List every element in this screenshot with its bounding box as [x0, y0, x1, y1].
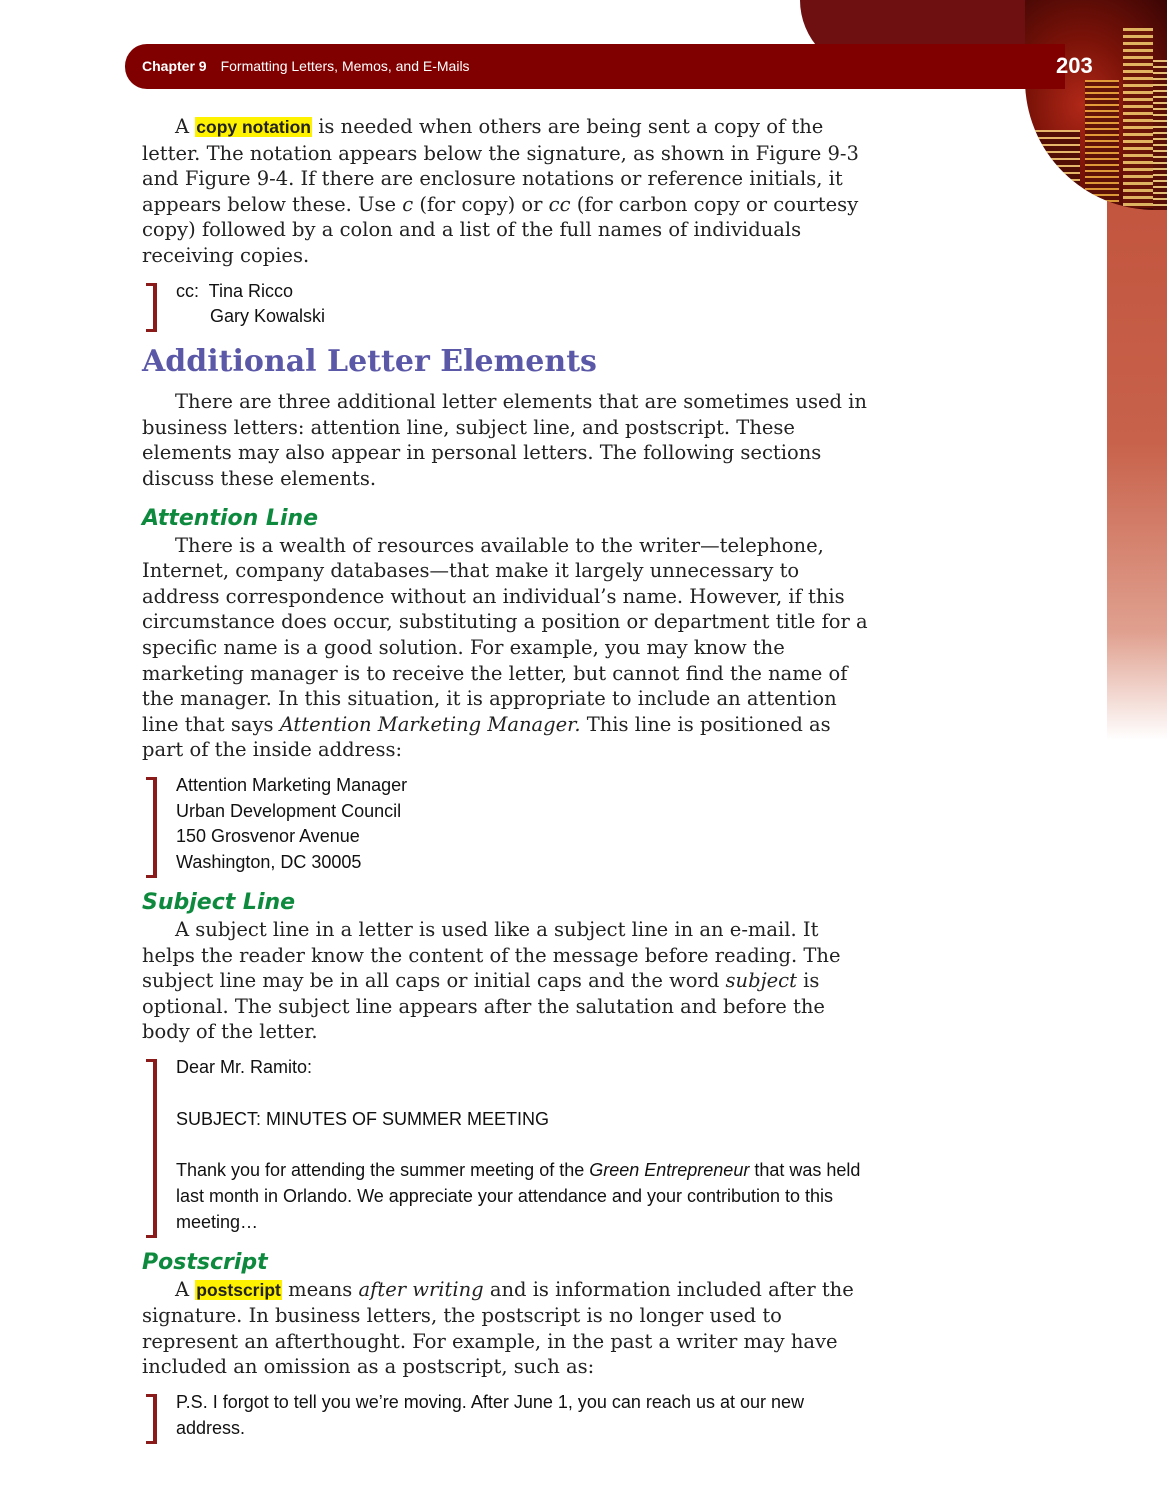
text-run: (for carbon copy or courtesy copy) followed by a colon and a list of the full names of individuals receiving copies.: [142, 192, 859, 267]
salutation-line: Dear Mr. Ramito:: [176, 1057, 313, 1078]
subject-line: SUBJECT: MINUTES OF SUMMER MEETING: [176, 1108, 550, 1129]
page-content: [142, 114, 872, 1442]
ps-text: P.S. I forgot to tell you we’re moving. After June 1, you can reach us at our new address.: [176, 1391, 805, 1438]
postscript-example: [142, 1390, 872, 1442]
postscript-heading: Postscript: [142, 1249, 268, 1275]
chapter-label: Chapter 9: [142, 58, 207, 74]
section-intro: There are three additional letter elements that are sometimes used in business letters: attention line, subject line, and postscript. These elements may also appear in personal letters. The following sections discuss these elements.: [142, 390, 867, 490]
address-line: Washington, DC 30005: [176, 852, 362, 873]
body-text: that was held last month in Orlando. We appreciate your attendance and your contribution to this meeting…: [176, 1160, 861, 1232]
italic-term: cc: [548, 192, 571, 216]
chapter-title: Formatting Letters, Memos, and E-Mails: [220, 58, 470, 74]
italic-term: after writing: [358, 1277, 484, 1301]
italic-term: subject: [725, 969, 797, 993]
subject-paragraph: [142, 917, 872, 1045]
text-run: A subject line in a letter is used like a subject line in an e-mail. It helps the reader know the content of the message before reading. The subject line may be in all caps or initial caps and the word: [142, 918, 841, 993]
subject-example: [142, 1055, 872, 1236]
cc-line-1: cc: Tina Ricco: [176, 280, 294, 301]
letter-body-line: [176, 1158, 872, 1235]
copy-notation-example: [142, 279, 872, 331]
body-text: Thank you for attending the summer meeting of the: [176, 1160, 590, 1181]
text-run: A: [175, 1277, 196, 1301]
decorative-sidebar: [1107, 200, 1167, 740]
text-run: is needed when others are being sent a copy of the letter. The notation appears below the signature, as shown in Figure 9-3 and Figure 9-4. If there are enclosure notations or reference initials, it appears below these. Use: [142, 115, 859, 216]
attention-heading: Attention Line: [142, 505, 319, 531]
section-title: Additional Letter Elements: [142, 344, 597, 380]
text-run: There is a wealth of resources available to the writer—telephone, Internet, company databases—that make it largely unnecessary to address correspondence without an individual’s name. However, if this circumstance does occur, substituting a position or department title for a specific name is a good solution. For example, you may know the marketing manager is to receive the letter, but cannot find the name of the manager. In this situation, it is appropriate to include an attention line that says: [142, 533, 868, 736]
text-run: and is information included after the signature. In business letters, the postscript is no longer used to represent an afterthought. For example, in the past a writer may have included an omission as a postscript, such as:: [142, 1277, 854, 1379]
attention-example: [142, 773, 872, 876]
text-run: is optional. The subject line appears after the salutation and before the body of the letter.: [142, 969, 825, 1044]
text-run: (for copy) or: [413, 192, 549, 216]
key-term: copy notation: [196, 117, 311, 137]
key-term: postscript: [196, 1279, 281, 1300]
postscript-paragraph: [142, 1277, 872, 1380]
address-line: Attention Marketing Manager: [176, 774, 408, 795]
text-run: This line is positioned as part of the inside address:: [142, 712, 831, 762]
text-run: means: [281, 1277, 359, 1301]
address-line: Urban Development Council: [176, 800, 402, 821]
page-number: 203: [1056, 53, 1093, 78]
cc-line-2: Gary Kowalski: [210, 306, 326, 327]
text-run: A: [175, 115, 196, 138]
running-header: [142, 58, 470, 74]
city-photo: [1025, 0, 1167, 210]
attention-paragraph: [142, 533, 872, 763]
copy-notation-paragraph: [142, 114, 872, 269]
address-line: 150 Grosvenor Avenue: [176, 826, 360, 847]
italic-term: c: [402, 192, 414, 216]
subject-heading: Subject Line: [142, 890, 296, 916]
italic-term: Attention Marketing Manager.: [279, 712, 581, 736]
publication-name: Green Entrepreneur: [589, 1160, 750, 1181]
